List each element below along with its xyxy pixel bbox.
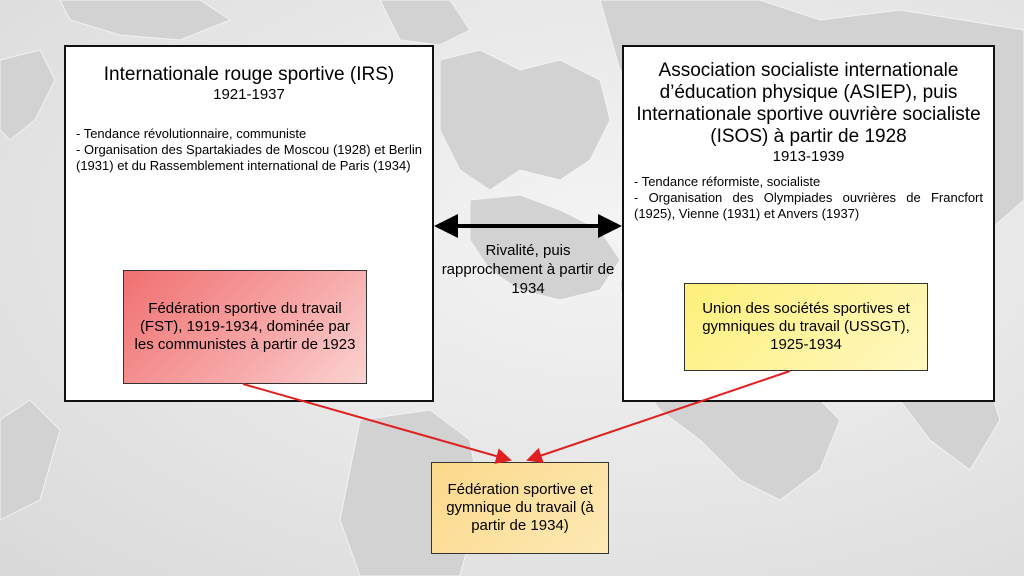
asiep-detail-tendency: - Tendance réformiste, socialiste [634, 174, 821, 189]
rivalry-label: Rivalité, puis rapprochement à partir de 1934 [441, 242, 615, 297]
irs-detail-events: - Organisation des Spartakiades de Moscou (1928) et Berlin (1931) et du Rassemblement international de Paris (1934) [76, 142, 422, 173]
fst-box [123, 270, 367, 384]
fst-label: Fédération sportive du travail (FST), 1919-1934, dominée par les communistes à partir de 1923 [134, 300, 356, 353]
irs-details [76, 126, 422, 174]
irs-detail-tendency: - Tendance révolutionnaire, communiste [76, 126, 307, 141]
asiep-isos-details [634, 174, 983, 222]
fsgt-box [431, 462, 609, 554]
asiep-isos-title: Association socialiste internationale d’éducation physique (ASIEP), puis Internationale sportive ouvrière socialiste (ISOS) à partir de 1928 [636, 60, 981, 147]
irs-title: Internationale rouge sportive (IRS) [103, 64, 395, 85]
ussgt-box [684, 283, 928, 371]
fsgt-label: Fédération sportive et gymnique du travail (à partir de 1934) [446, 481, 594, 534]
ussgt-label: Union des sociétés sportives et gymniques du travail (USSGT), 1925-1934 [702, 300, 910, 353]
asiep-detail-events: - Organisation des Olympiades ouvrières de Francfort (1925), Vienne (1931) et Anvers (1937) [634, 190, 983, 221]
asiep-isos-dates: 1913-1939 [772, 148, 845, 165]
irs-dates: 1921-1937 [213, 86, 285, 103]
